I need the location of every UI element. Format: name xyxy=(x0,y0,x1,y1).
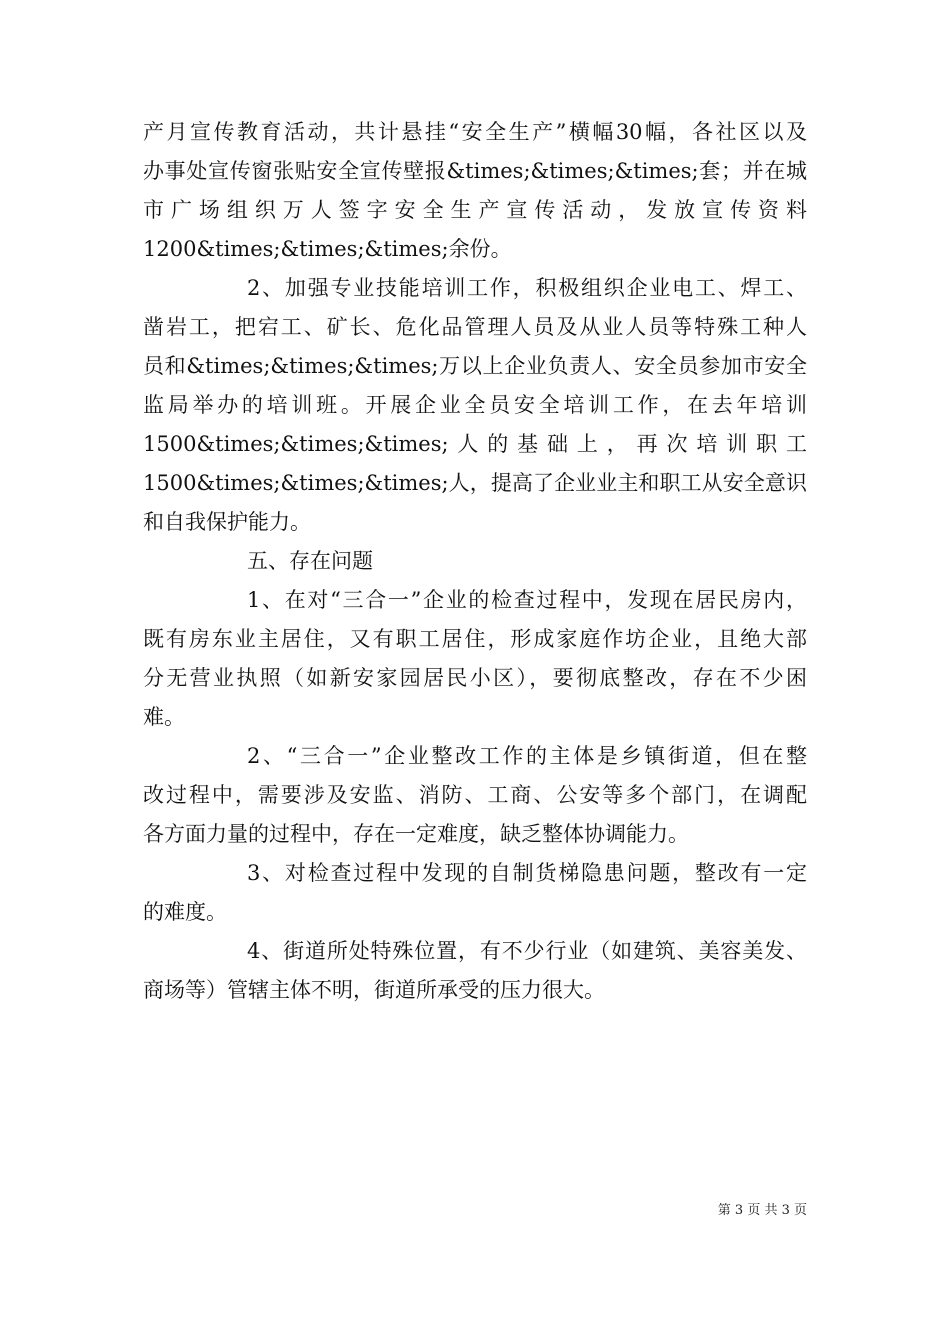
text-line: 市广场组织万人签字安全生产宣传活动，发放宣传资料 xyxy=(143,198,807,222)
text-line: 既有房东业主居住，又有职工居住，形成家庭作坊企业，且绝大部 xyxy=(143,627,807,651)
text-line: 2、“三合一”企业整改工作的主体是乡镇街道，但在整 xyxy=(247,744,807,768)
paragraph-problem-4 xyxy=(143,932,807,1010)
text-line: 员和&times;&times;&times;万以上企业负责人、安全员参加市安全 xyxy=(143,354,807,378)
paragraph-continuation xyxy=(143,113,807,269)
paragraph-problem-2 xyxy=(143,737,807,854)
page-number-footer: 第 3 页 共 3 页 xyxy=(717,1203,807,1218)
section-heading-text: 五、存在问题 xyxy=(247,549,373,573)
text-line: 产月宣传教育活动，共计悬挂“安全生产”横幅30幅，各社区以及 xyxy=(143,120,807,144)
text-line: 分无营业执照（如新安家园居民小区），要彻底整改，存在不少困 xyxy=(143,666,807,690)
text-line: 1500&times;&times;&times;人，提高了企业业主和职工从安全意识 xyxy=(143,471,807,495)
document-body xyxy=(143,113,807,1010)
text-line: 改过程中，需要涉及安监、消防、工商、公安等多个部门，在调配 xyxy=(143,783,807,807)
text-line: 商场等）管辖主体不明，街道所承受的压力很大。 xyxy=(143,978,605,1002)
text-line: 1200&times;&times;&times;余份。 xyxy=(143,237,512,261)
text-line: 难。 xyxy=(143,705,185,729)
text-line: 监局举办的培训班。开展企业全员安全培训工作，在去年培训 xyxy=(143,393,807,417)
text-line: 2、加强专业技能培训工作，积极组织企业电工、焊工、 xyxy=(247,276,807,300)
paragraph-problem-1 xyxy=(143,581,807,737)
text-line: 1、在对“三合一”企业的检查过程中，发现在居民房内， xyxy=(247,588,807,612)
text-line: 1500&times;&times;&times;人的基础上，再次培训职工 xyxy=(143,432,807,456)
paragraph-training xyxy=(143,269,807,542)
text-line: 4、街道所处特殊位置，有不少行业（如建筑、美容美发、 xyxy=(247,939,807,963)
text-line: 3、对检查过程中发现的自制货梯隐患问题，整改有一定 xyxy=(247,861,807,885)
text-line: 各方面力量的过程中，存在一定难度，缺乏整体协调能力。 xyxy=(143,822,689,846)
text-line: 凿岩工，把宕工、矿长、危化品管理人员及从业人员等特殊工种人 xyxy=(143,315,807,339)
paragraph-problem-3 xyxy=(143,854,807,932)
text-line: 的难度。 xyxy=(143,900,227,924)
text-line: 和自我保护能力。 xyxy=(143,510,311,534)
section-heading xyxy=(143,542,807,581)
text-line: 办事处宣传窗张贴安全宣传壁报&times;&times;&times;套；并在城 xyxy=(143,159,807,183)
